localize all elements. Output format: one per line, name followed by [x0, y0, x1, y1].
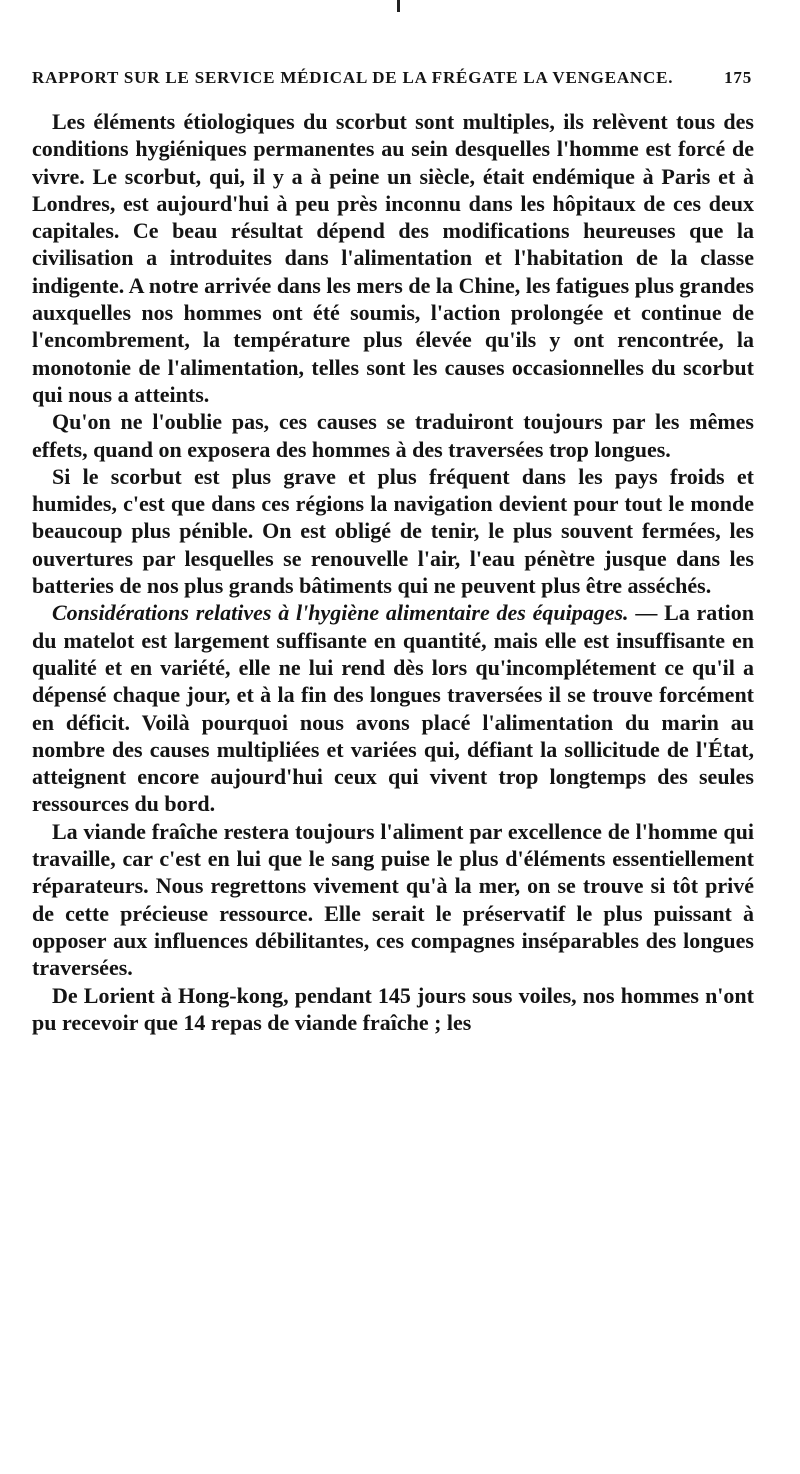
page-number: 175 [724, 68, 752, 87]
section-heading-italic: Considérations relatives à l'hygiène alimentaire des équipages. [52, 600, 629, 626]
paragraph-effects: Qu'on ne l'oublie pas, ces causes se traduiront toujours par les mêmes effets, quand on exposera des hommes à des traversées trop longues. [32, 409, 754, 462]
paragraph-cold-countries: Si le scorbut est plus grave et plus fréquent dans les pays froids et humides, c'est que dans ces régions la navigation devient pour tout le monde beaucoup plus pénible. On est obligé de tenir, le plus souvent fermées, les ouvertures par lesquelles se renouvelle l'air, l'eau pénètre jusque dans les batteries de nos plus grands bâtiments qui ne peuvent plus être asséchés. [32, 463, 754, 599]
paragraph-fresh-meat: La viande fraîche restera toujours l'aliment par excellence de l'homme qui travaille, car c'est en lui que le sang puise le plus d'éléments essentiellement réparateurs. Nous regrettons vivement qu'à la mer, on se trouve si tôt privé de cette précieuse ressource. Elle serait le préservatif le plus puissant à opposer aux influences débilitantes, ces compagnes inséparables des longues traversées. [32, 818, 754, 981]
body-text [32, 108, 754, 1036]
paragraph-lorient: De Lorient à Hong-kong, pendant 145 jours sous voiles, nos hommes n'ont pu recevoir que 14 repas de viande fraîche ; les [32, 982, 754, 1035]
running-header [32, 68, 752, 88]
paragraph-alimentary-hygiene: Considérations relatives à l'hygiène alimentaire des équipages. — La ration du matelot est largement suffisante en quantité, mais elle est insuffisante en qualité et en variété, elle ne lui rend dès lors qu'incomplétement ce qu'il a dépensé chaque jour, et à la fin des longues traversées il se trouve forcément en déficit. Voilà pourquoi nous avons placé l'alimentation du marin au nombre des causes multipliées et variées qui, défiant la sollicitude de l'État, atteignent encore aujourd'hui ceux qui vivent trop longtemps des seules ressources du bord. [32, 600, 754, 817]
header-title: RAPPORT SUR LE SERVICE MÉDICAL DE LA FRÉGATE LA VENGEANCE. [32, 68, 674, 87]
paragraph-etiology: Les éléments étiologiques du scorbut sont multiples, ils relèvent tous des conditions hygiéniques permanentes au sein desquelles l'homme est forcé de vivre. Le scorbut, qui, il y a à peine un siècle, était endémique à Paris et à Londres, est aujourd'hui à peu près inconnu dans les hôpitaux de ces deux capitales. Ce beau résultat dépend des modifications heureuses que la civilisation a introduites dans l'alimentation et l'habitation de la classe indigente. A notre arrivée dans les mers de la Chine, les fatigues plus grandes auxquelles nos hommes ont été soumis, l'action prolongée et continue de l'encombrement, la température plus élevée qu'ils y ont rencontrée, la monotonie de l'alimentation, telles sont les causes occasionnelles du scorbut qui nous a atteints. [32, 109, 754, 407]
page-edge-mark [397, 0, 400, 12]
